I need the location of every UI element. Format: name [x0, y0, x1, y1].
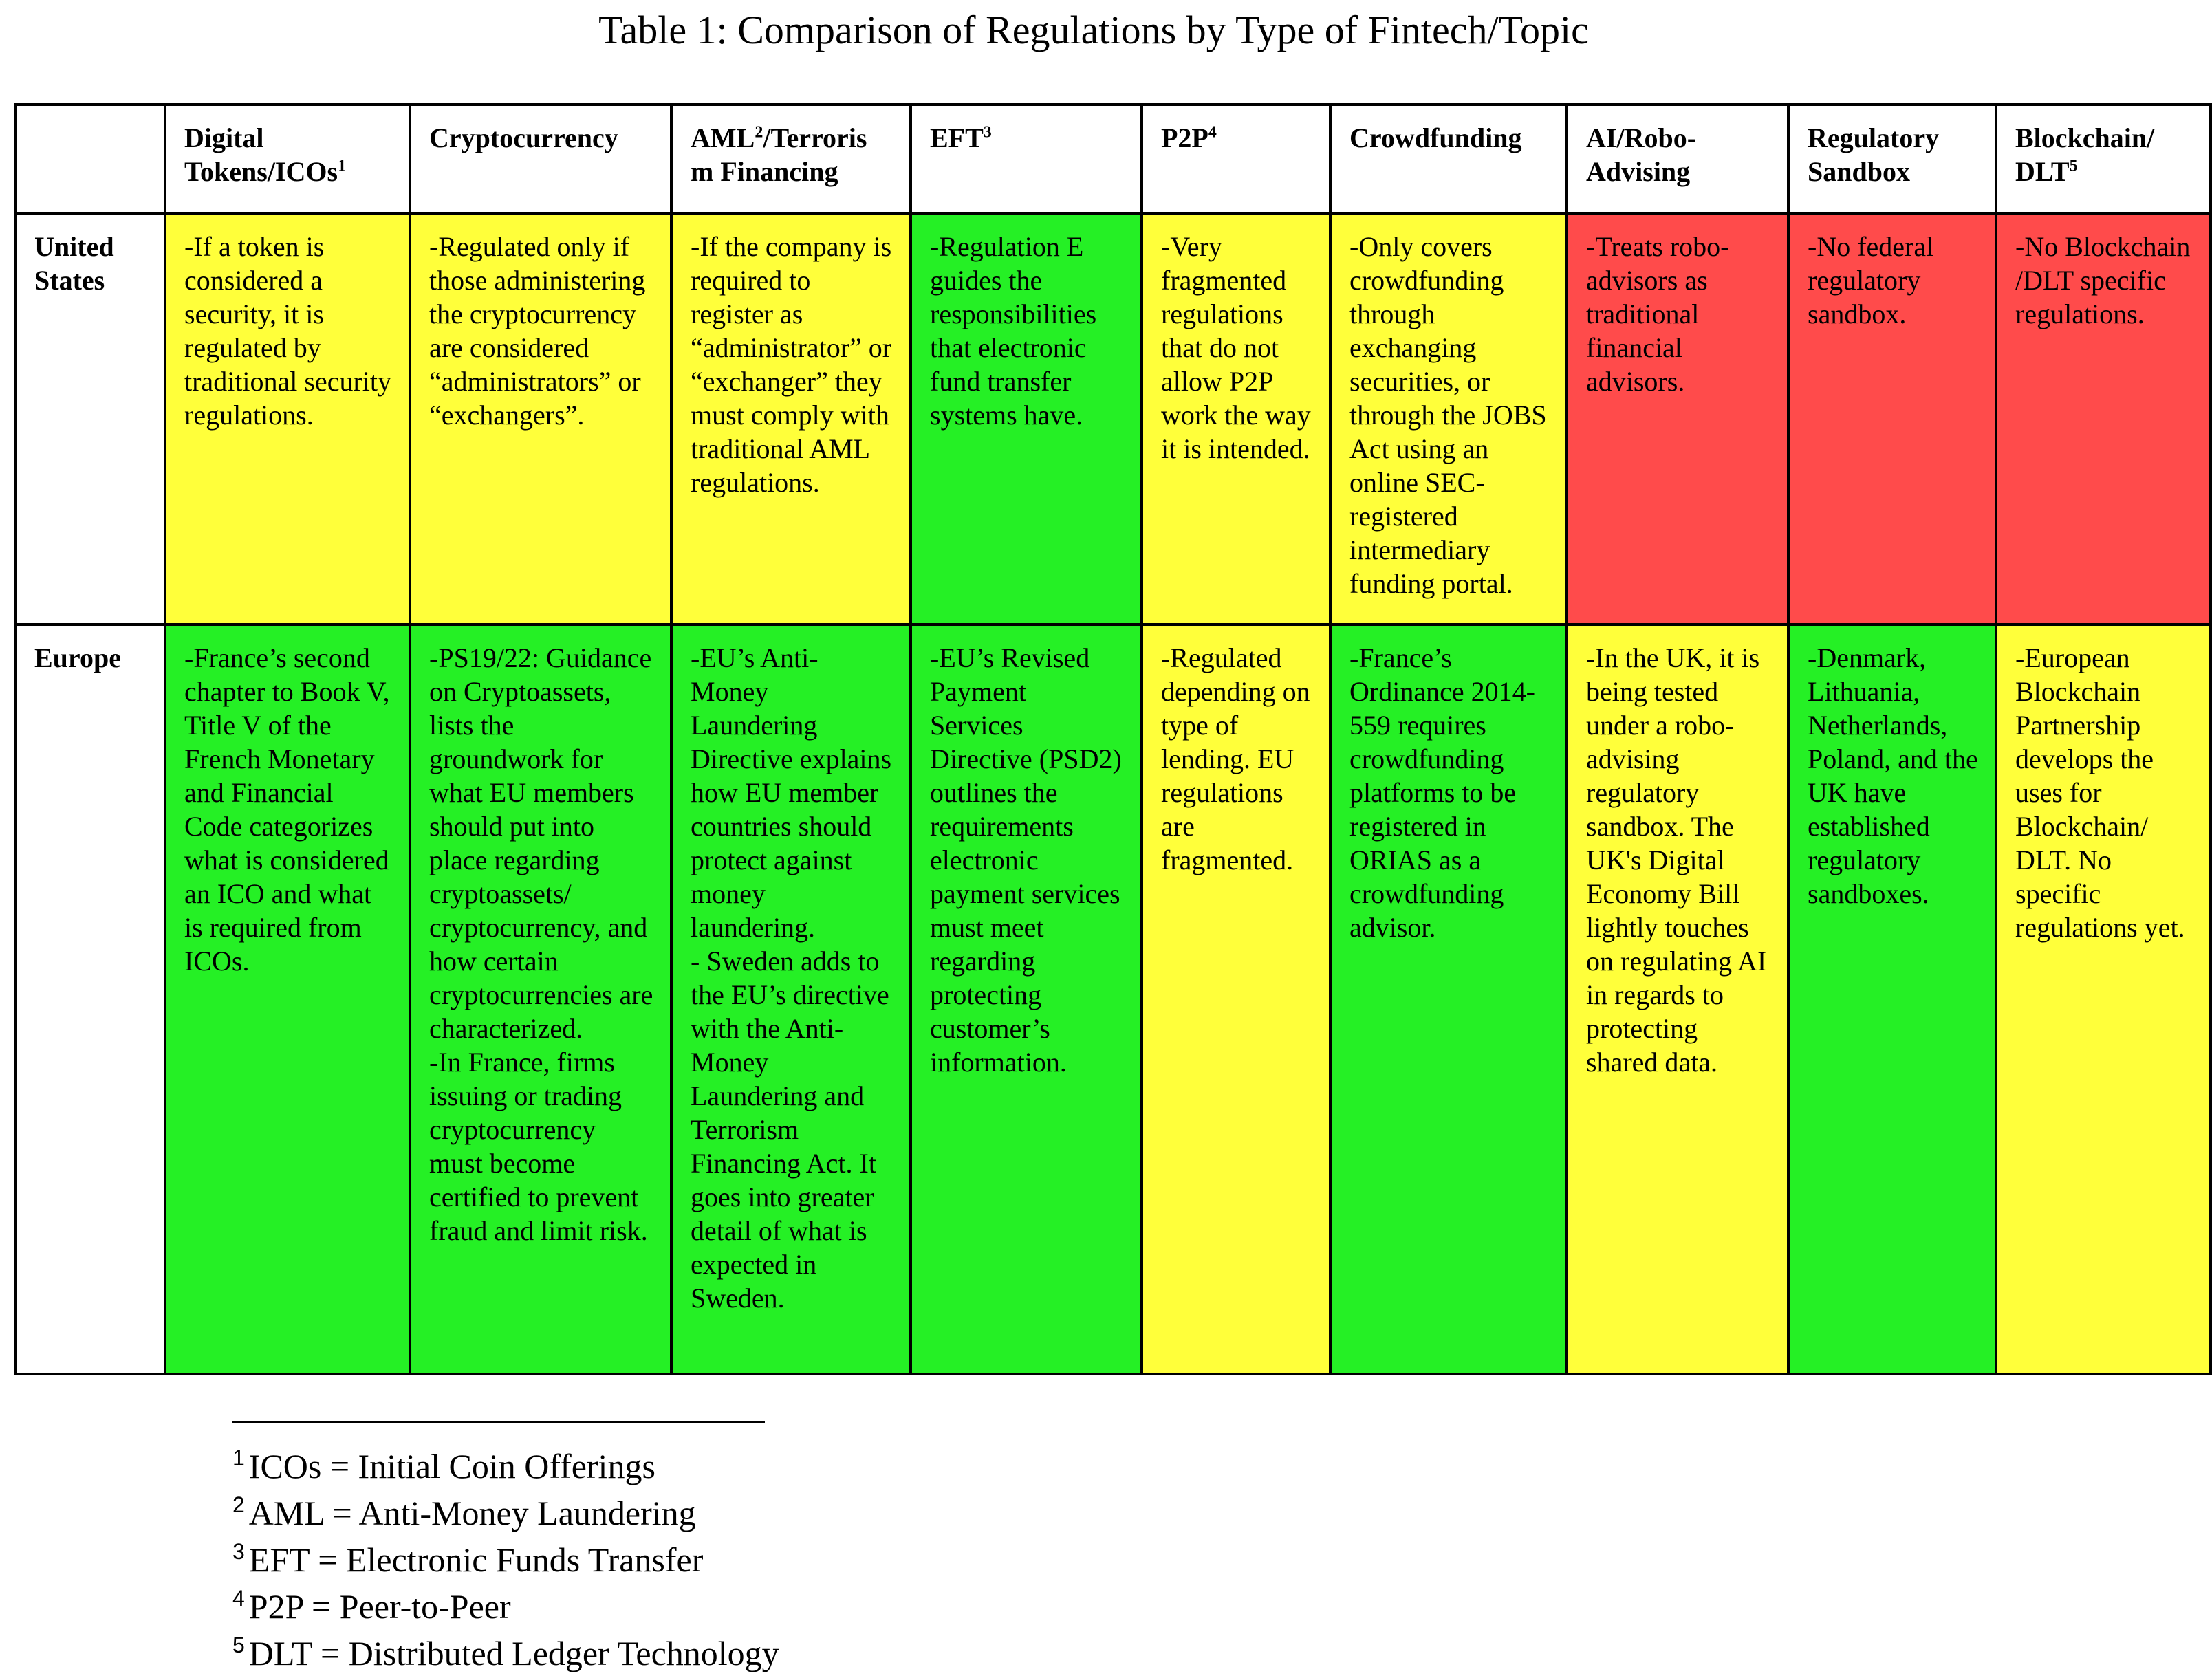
column-header: Crowdfunding	[1330, 105, 1567, 213]
column-header: Regulatory Sandbox	[1788, 105, 1996, 213]
table-cell: -Regulated only if those administering the cryptocurrency are considered “administrators” or “exchangers”.	[410, 213, 671, 624]
table-cell: -Only covers crowdfunding through exchanging securities, or through the JOBS Act using an online SEC-registered intermediary funding portal.	[1330, 213, 1567, 624]
column-header: Digital Tokens/ICOs$^1$	[165, 105, 410, 213]
footnotes	[232, 1443, 779, 1677]
column-header: AI/Robo-Advising	[1567, 105, 1788, 213]
table-title: Table 1: Comparison of Regulations by Type of Fintech/Topic	[598, 8, 1589, 52]
column-header: Blockchain/ DLT$^5$	[1996, 105, 2211, 213]
table-cell: -No Blockchain /DLT specific regulations.	[1996, 213, 2211, 624]
table-cell: -European Blockchain Partnership develops the uses for Blockchain/ DLT. No specific regulations yet.	[1996, 624, 2211, 1374]
table-cell: -In the UK, it is being tested under a robo-advising regulatory sandbox. The UK's Digital Economy Bill lightly touches on regulating AI in regards to protecting shared data.	[1567, 624, 1788, 1374]
table-cell: -Regulation E guides the responsibilities that electronic fund transfer systems have.	[911, 213, 1142, 624]
footnote: $^5$ DLT = Distributed Ledger Technology	[232, 1633, 779, 1672]
column-header: AML$^2$/Terroris m Financing	[671, 105, 911, 213]
table-cell: -If the company is required to register as “administrator” or “exchanger” they must comply with traditional AML regulations.	[671, 213, 911, 624]
column-header: $P2P^4$	[1142, 105, 1330, 213]
table-cell: -France’s Ordinance 2014-559 requires crowdfunding platforms to be registered in ORIAS as a crowdfunding advisor.	[1330, 624, 1567, 1374]
table-cell: -EU’s Revised Payment Services Directive (PSD2) outlines the requirements electronic payment services must meet regarding protecting customer’s information.	[911, 624, 1142, 1374]
table-cell: -If a token is considered a security, it is regulated by traditional security regulations.	[165, 213, 410, 624]
table-cell: -France’s second chapter to Book V, Title V of the French Monetary and Financial Code categorizes what is considered an ICO and what is required from ICOs.	[165, 624, 410, 1374]
table-cell: -No federal regulatory sandbox.	[1788, 213, 1996, 624]
table-row-europe	[15, 624, 2211, 1374]
table-cell: -Treats robo-advisors as traditional financial advisors.	[1567, 213, 1788, 624]
corner-cell	[15, 105, 165, 213]
row-header: United States	[15, 213, 165, 624]
footnote: $^4$ P2P = Peer-to-Peer	[232, 1586, 511, 1626]
footnote: $^2$ AML = Anti-Money Laundering	[232, 1492, 696, 1532]
table-cell: -Very fragmented regulations that do not allow P2P work the way it is intended.	[1142, 213, 1330, 624]
footnote-divider	[232, 1421, 765, 1423]
footnote: $^1$ ICOs = Initial Coin Offerings	[232, 1446, 655, 1485]
column-header: Cryptocurrency	[410, 105, 671, 213]
table-cell: -Regulated depending on type of lending. EU regulations are fragmented.	[1142, 624, 1330, 1374]
footnote: $^3$ EFT = Electronic Funds Transfer	[232, 1539, 704, 1579]
table-cell: -Denmark, Lithuania, Netherlands, Poland, and the UK have established regulatory sandboxes.	[1788, 624, 1996, 1374]
column-header: EFT$^3$	[911, 105, 1142, 213]
regulation-comparison-table	[14, 103, 2212, 1375]
table-cell: -EU’s Anti-Money Laundering Directive explains how EU member countries should protect against money laundering. - Sweden adds to the EU’s directive with the Anti-Money Laundering and Terrorism Financing Act. It goes into greater detail of what is expected in Sweden.	[671, 624, 911, 1374]
header-row	[15, 105, 2211, 213]
table-row-united-states	[15, 213, 2211, 624]
table-cell: -PS19/22: Guidance on Cryptoassets, lists the groundwork for what EU members should put into place regarding cryptoassets/ cryptocurrency, and how certain cryptocurrencies are characterized. -In France, firms issuing or trading cryptocurrency must become certified to prevent fraud and limit risk.	[410, 624, 671, 1374]
row-header: Europe	[15, 624, 165, 1374]
